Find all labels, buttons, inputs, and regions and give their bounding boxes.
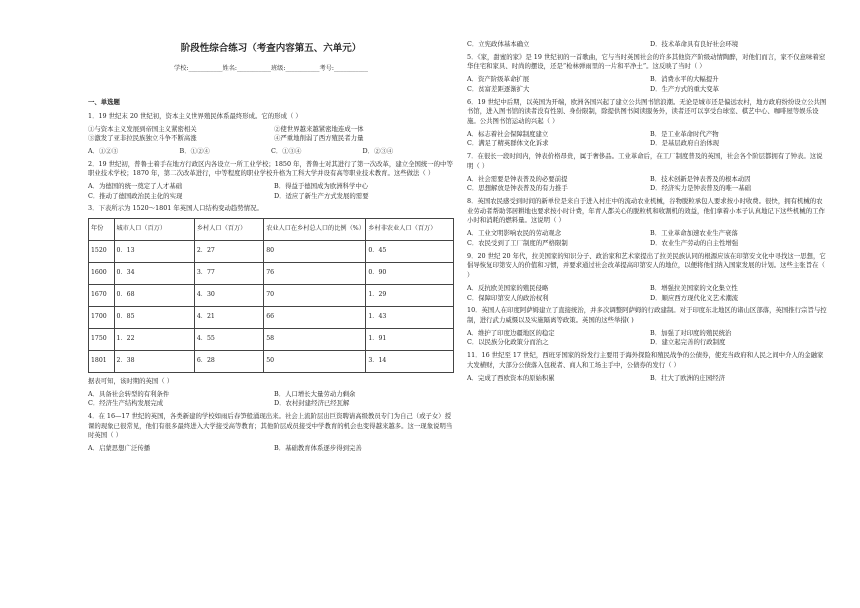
- option-a[interactable]: A．①②③: [88, 146, 119, 155]
- option-c[interactable]: C．满足了精英群体文化诉求: [467, 139, 549, 148]
- option-b[interactable]: B．人口增长大量劳动力剩余: [274, 389, 356, 398]
- table-header: 年份: [89, 218, 115, 240]
- statement: ①与资本主义发展到帝国主义紧密相关: [88, 124, 197, 133]
- option-c[interactable]: C．思想解放是钟表普及的有力推手: [467, 184, 568, 193]
- q4-options-cont: [467, 40, 827, 50]
- q5-options: [467, 75, 827, 94]
- option-b[interactable]: B．①②④: [179, 146, 210, 155]
- option-d[interactable]: D．经济实力是钟表普及的唯一基础: [650, 184, 751, 193]
- option-d[interactable]: D．②③④: [362, 146, 394, 155]
- table-header: 乡村人口（百万）: [194, 218, 263, 240]
- statement: ④严重地削弱了西方殖民者力量: [274, 134, 364, 143]
- table-row: [89, 306, 454, 328]
- option-d[interactable]: D．农村封建经济已经瓦解: [274, 399, 350, 408]
- option-c[interactable]: C．农民受到了工厂制度的严格限制: [467, 238, 568, 247]
- option-b[interactable]: B．壮大了欧洲的庄园经济: [650, 373, 725, 382]
- table-cell: 1．29: [366, 284, 454, 306]
- q10-options: [467, 329, 827, 348]
- table-cell: 3．14: [366, 350, 454, 372]
- q4-options: [88, 444, 454, 454]
- table-row: [89, 328, 454, 350]
- table-cell: 76: [264, 262, 366, 284]
- option-a[interactable]: A．反抗欧美国家的殖民侵略: [467, 283, 549, 292]
- option-a[interactable]: A．启蒙思想广泛传播: [88, 444, 151, 453]
- option-a[interactable]: A．具备社会转型的有利条件: [88, 389, 170, 398]
- question-10: 10．英国人在印度阿萨姆建立了直接统治，并多次调整阿萨姆的行政建制。对于印度东北地区的诸山区部落，英国推行宗旨与控制，进行武力威慑以及实施隔离等政策。英国的这些举措( ): [467, 306, 827, 324]
- question-1: 1．19 世纪末 20 世纪初，资本主义世界殖民体系最终形成。它的形成（ ）: [88, 111, 302, 120]
- statement: ②使世界越来越紧密地连成一体: [274, 124, 364, 133]
- table-cell: 4．55: [194, 328, 263, 350]
- table-cell: 58: [264, 328, 366, 350]
- table-header: 农业人口在乡村总人口的比例（%）: [264, 218, 366, 240]
- table-row: [89, 350, 454, 372]
- table-cell: 1．91: [366, 328, 454, 350]
- question-3-stem: 据表可知，该时期的英国（ ）: [88, 376, 174, 385]
- option-c[interactable]: C．以民族分化政策分而治之: [467, 338, 549, 347]
- option-b[interactable]: B．工业革命加速农业生产衰落: [650, 229, 738, 238]
- option-b[interactable]: B．技术创新是钟表普及的根本动因: [650, 174, 751, 183]
- option-d[interactable]: D．农业生产劳动的自主性增强: [650, 238, 739, 247]
- option-c[interactable]: C．推动了德国政治民主化的实现: [88, 191, 183, 200]
- q1-options: [88, 147, 454, 157]
- table-cell: 2．38: [114, 350, 194, 372]
- question-2: 2．19 世纪初，普鲁士着手在地方行政区内各设立一所工业学校；1850 年，普鲁士对其进行了第一次改革，建立全国统一的中等职业技术学校；1870 年，第二次改革进行，中等程度的职业学校升格为工科大学并设有高等职业技术教育。这些做法（ ）: [88, 159, 453, 178]
- table-header-row: [89, 218, 454, 240]
- q6-options: [467, 130, 827, 149]
- option-c[interactable]: C．立宪政体基本确立: [467, 40, 530, 48]
- table-cell: 66: [264, 306, 366, 328]
- q7-options: [467, 175, 827, 194]
- table-cell: 1520: [89, 240, 115, 262]
- right-column: [467, 40, 827, 386]
- table-cell: 1600: [89, 262, 115, 284]
- option-a[interactable]: A．工业文明影响农民的劳动观念: [467, 229, 562, 238]
- table-row: [89, 284, 454, 306]
- option-d[interactable]: D．技术革命具有良好社会环境: [650, 40, 739, 48]
- option-a[interactable]: A．社会需要是钟表普及的必要前提: [467, 174, 568, 183]
- question-11: 11．16 世纪至 17 世纪，西班牙国家的纷发行主要用于海外探险和殖民战争的公债券，使充当政府和人民之间中介人的金融家大发横财，大部分公债落入包税者、商人和工场主手中，公债券的发行（ ）: [467, 351, 824, 369]
- option-c[interactable]: C．贫富差距逐渐扩大: [467, 84, 530, 93]
- option-b[interactable]: B．是工业革命时代产物: [650, 129, 719, 138]
- option-a[interactable]: A．完成了西欧资本的原始积累: [467, 373, 555, 382]
- option-b[interactable]: B．基础教育体系逐步得到完善: [274, 444, 362, 453]
- table-cell: 1．22: [114, 328, 194, 350]
- table-cell: 4．30: [194, 284, 263, 306]
- table-cell: 0．34: [114, 262, 194, 284]
- question-7: 7．在很长一段时间内，钟表价格昂贵，属于奢侈品。工业革命后，在工厂制度普及的英国，社会各个阶层都拥有了钟表。这说明（ ）: [467, 152, 823, 170]
- table-cell: 0．90: [366, 262, 454, 284]
- option-b[interactable]: B．加强了对印度的殖民统治: [650, 328, 732, 337]
- option-a[interactable]: A．维护了印度边疆地区的稳定: [467, 328, 555, 337]
- table-row: [89, 262, 454, 284]
- table-cell: 1670: [89, 284, 115, 306]
- option-d[interactable]: D．是基层政府自治体现: [650, 139, 720, 148]
- table-row: [89, 240, 454, 262]
- q9-options: [467, 284, 827, 303]
- table-cell: 3．77: [194, 262, 263, 284]
- student-info-line: 学校:___________姓名:___________班级:___________考号:___________: [174, 65, 368, 72]
- question-5: 5．《家，甜蜜的家》是 19 世纪初的一首歌曲，它与当时英国社会的许多其他资产阶级动情陶醉，对他们而言，家不仅意味着窒华住宅和家具、时尚的摆设，还是“枪林弹雨里的一片和平净土”。这反映了当时（ ）: [467, 52, 826, 71]
- table-cell: 2．27: [194, 240, 263, 262]
- option-d[interactable]: D．顺应西方现代化义艺术潮流: [650, 293, 739, 302]
- q11-options: [467, 374, 827, 384]
- page-title: 阶段性综合练习（考查内容第五、六单元）: [180, 43, 362, 54]
- population-table: [88, 218, 454, 373]
- option-d[interactable]: D．生产方式的重大变革: [650, 84, 720, 93]
- question-4: 4．在 16—17 世纪的英国，各类新建的学校如雨后春笋般涌现出来。社会上流阶层出巨资聘请高级教员专门为自己（或子女）授课的现象已很常见，他们有很多最终进入大学接受高等教育；其他阶层成员接受中学教育的机会也变得越来越多。这一现象说明当时英国（ ）: [88, 411, 453, 440]
- table-cell: 80: [264, 240, 366, 262]
- option-d[interactable]: D．建立起完善的行政制度: [650, 338, 726, 347]
- left-column: [88, 98, 454, 457]
- option-b[interactable]: B．消费水平的大幅提升: [650, 75, 719, 84]
- option-c[interactable]: C．①③④: [271, 146, 302, 155]
- table-cell: 6．28: [194, 350, 263, 372]
- option-b[interactable]: B．得益于德国成为欧洲科学中心: [274, 182, 369, 191]
- table-cell: 1700: [89, 306, 115, 328]
- table-cell: 0．13: [114, 240, 194, 262]
- table-cell: 1．43: [366, 306, 454, 328]
- q2-options: [88, 182, 454, 201]
- table-cell: 0．45: [366, 240, 454, 262]
- question-3: 3．下表所示为 1520～1801 年英国人口结构变动趋势情况。: [88, 204, 263, 213]
- section-heading: 一、单选题: [88, 98, 120, 106]
- option-a[interactable]: A．为德国的统一奠定了人才基础: [88, 182, 183, 191]
- q8-options: [467, 229, 827, 248]
- table-header: 乡村非农业人口（百万）: [366, 218, 454, 240]
- q3-options: [88, 390, 454, 409]
- option-d[interactable]: D．适应了新生产方式发展的需要: [274, 191, 369, 200]
- option-a[interactable]: A．标志着社会保障制度建立: [467, 129, 549, 138]
- option-a[interactable]: A．资产阶级革命扩展: [467, 75, 530, 84]
- table-cell: 0．85: [114, 306, 194, 328]
- question-8: 8．英国农民感受到时间的新单位是来自于进入村庄中的流动农业机械，谷物脱粒承包人要求按小时收费。很快，拥有机械的农业劳动者帮助邻居耕地也要求按小时计费，年青人都关心的脱粒机和收割机的效益，他们拿着小本子认真地记下这些机械的工作小时和消耗的燃料量。这说明（ ）: [467, 197, 825, 225]
- table-cell: 70: [264, 284, 366, 306]
- option-c[interactable]: C．保障印第安人的政治权利: [467, 293, 549, 302]
- table-cell: 0．68: [114, 284, 194, 306]
- table-cell: 4．21: [194, 306, 263, 328]
- option-c[interactable]: C．经济生产结构发展完成: [88, 399, 164, 408]
- question-9: 9．20 世纪 20 年代，拉美国家的知识分子、政治家和艺术家提出了拉美民族认同的根源应该在印第安文化中寻找这一思想，它倡导恢复印第安人的价值和习惯，并要求通过社会改革提高印第安人的地位，以便将他们纳入国家发展的计划。这些主张旨在（ ）: [467, 251, 826, 279]
- option-b[interactable]: B．增强拉美国家的文化集立性: [650, 283, 738, 292]
- table-cell: 1750: [89, 328, 115, 350]
- table-header: 城市人口（百万）: [114, 218, 194, 240]
- statement: ③激发了亚非拉民族独立斗争不断高涨: [88, 134, 197, 143]
- q1-statements: [88, 125, 454, 144]
- question-6: 6．19 世纪中后期，以英国为开端，欧洲各国兴起了建立公共图书馆浪潮。无论是城市还是偏远农村，地方政府纷纷设立公共图书馆，进入图书馆的读者没有性别、身份限制，除提供图书阅读服务外，读者还可以享受台球室、棋艺中心、咖啡屋等娱乐设施。公共图书馆运动的兴起（ ）: [467, 97, 827, 125]
- table-cell: 1801: [89, 350, 115, 372]
- table-cell: 50: [264, 350, 366, 372]
